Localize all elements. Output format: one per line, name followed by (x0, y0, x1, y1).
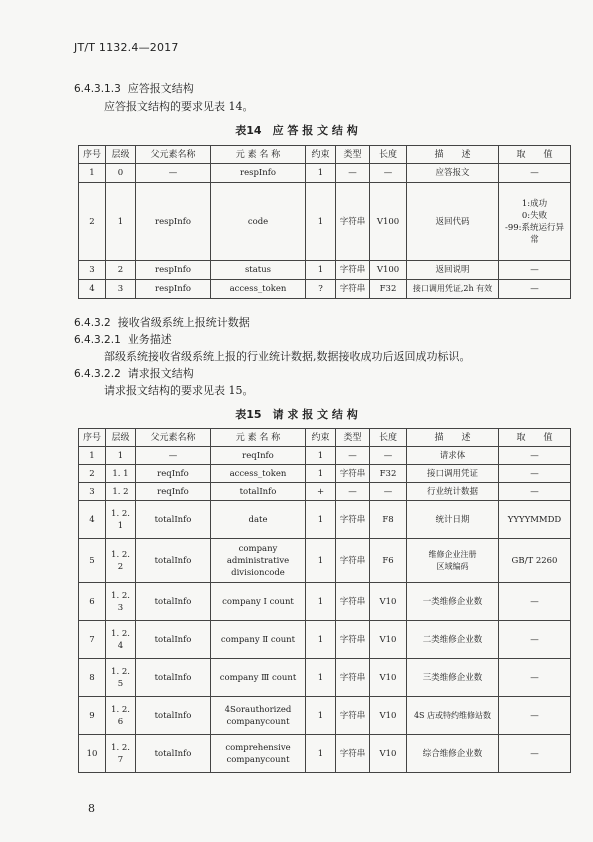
cell-description: 一类维修企业数 (407, 583, 499, 621)
standard-header: JT/T 1132.4—2017 (74, 41, 179, 54)
table-row (79, 447, 571, 465)
section-number: 6.4.3.2 (74, 317, 111, 329)
cell-seq: 2 (79, 465, 106, 483)
cell-length: V10 (370, 735, 407, 773)
section-number: 6.4.3.1.3 (74, 83, 121, 95)
cell-seq: 9 (79, 697, 106, 735)
cell-level: 2 (106, 261, 136, 280)
col-header-length: 长度 (370, 146, 407, 164)
cell-type: 字符串 (336, 501, 370, 539)
cell-value: — (499, 583, 571, 621)
cell-element: 4Sorauthorized companycount (211, 697, 306, 735)
cell-element: company Ⅲ count (211, 659, 306, 697)
cell-length: V100 (370, 261, 407, 280)
table-row (79, 164, 571, 183)
cell-description: 应答报文 (407, 164, 499, 183)
cell-length: — (370, 164, 407, 183)
page-number: 8 (88, 802, 95, 815)
cell-parent: totalInfo (136, 621, 211, 659)
cell-value: 1:成功 0:失败 -99:系统运行异常 (499, 183, 571, 261)
cell-type: 字符串 (336, 735, 370, 773)
cell-level: 1. 2. 2 (106, 539, 136, 583)
section-6-4-3-2 (74, 314, 250, 330)
cell-value: — (499, 164, 571, 183)
cell-parent: respInfo (136, 183, 211, 261)
col-header-seq: 序号 (79, 146, 106, 164)
cell-seq: 1 (79, 164, 106, 183)
cell-element: comprehensive companycount (211, 735, 306, 773)
cell-description: 统计日期 (407, 501, 499, 539)
cell-length: V10 (370, 697, 407, 735)
cell-parent: reqInfo (136, 483, 211, 501)
table-row (79, 261, 571, 280)
cell-element: respInfo (211, 164, 306, 183)
cell-seq: 6 (79, 583, 106, 621)
cell-description: 接口调用凭证 (407, 465, 499, 483)
cell-value: — (499, 447, 571, 465)
table-row (79, 659, 571, 697)
cell-element: totalInfo (211, 483, 306, 501)
cell-value: — (499, 621, 571, 659)
section-title: 应答报文结构 (127, 82, 194, 95)
table-row (79, 697, 571, 735)
table-row (79, 183, 571, 261)
cell-element: company administrative divisioncode (211, 539, 306, 583)
cell-parent: reqInfo (136, 465, 211, 483)
col-header-element: 元 素 名 称 (211, 146, 306, 164)
cell-value: — (499, 735, 571, 773)
section-6-4-3-2-1 (74, 331, 172, 347)
cell-constraint: 1 (306, 659, 336, 697)
cell-parent: — (136, 447, 211, 465)
col-header-description: 描 述 (407, 146, 499, 164)
cell-type: 字符串 (336, 659, 370, 697)
table14-caption: 表14 应 答 报 文 结 构 (235, 124, 358, 137)
cell-seq: 4 (79, 501, 106, 539)
cell-length: V10 (370, 583, 407, 621)
cell-length: V10 (370, 659, 407, 697)
cell-seq: 5 (79, 539, 106, 583)
cell-type: 字符串 (336, 261, 370, 280)
cell-level: 1 (106, 183, 136, 261)
cell-type: 字符串 (336, 465, 370, 483)
cell-description: 行业统计数据 (407, 483, 499, 501)
cell-level: 1. 2. 1 (106, 501, 136, 539)
cell-element: reqInfo (211, 447, 306, 465)
cell-element: company Ⅱ count (211, 621, 306, 659)
cell-parent: — (136, 164, 211, 183)
cell-element: code (211, 183, 306, 261)
cell-parent: totalInfo (136, 659, 211, 697)
cell-constraint: 1 (306, 501, 336, 539)
cell-description: 三类维修企业数 (407, 659, 499, 697)
table15-header-row (79, 429, 571, 447)
cell-description: 维修企业注册 区域编码 (407, 539, 499, 583)
cell-parent: respInfo (136, 280, 211, 299)
table-row (79, 539, 571, 583)
cell-description: 请求体 (407, 447, 499, 465)
col-header-value: 取 值 (499, 146, 571, 164)
cell-constraint: + (306, 483, 336, 501)
table-row (79, 621, 571, 659)
section-6-4-3-1-3 (74, 80, 194, 96)
col-header-seq: 序号 (79, 429, 106, 447)
cell-type: — (336, 164, 370, 183)
cell-level: 1. 1 (106, 465, 136, 483)
cell-description: 综合维修企业数 (407, 735, 499, 773)
section-number: 6.4.3.2.2 (74, 368, 121, 380)
cell-value: YYYYMMDD (499, 501, 571, 539)
cell-description: 二类维修企业数 (407, 621, 499, 659)
cell-length: F32 (370, 280, 407, 299)
cell-seq: 7 (79, 621, 106, 659)
col-header-parent: 父元素名称 (136, 146, 211, 164)
cell-parent: respInfo (136, 261, 211, 280)
col-header-description: 描 述 (407, 429, 499, 447)
cell-element: access_token (211, 465, 306, 483)
cell-type: 字符串 (336, 621, 370, 659)
paragraph-business-description: 部级系统接收省级系统上报的行业统计数据,数据接收成功后返回成功标识。 (104, 350, 471, 363)
table15-caption: 表15 请 求 报 文 结 构 (235, 408, 358, 421)
cell-constraint: 1 (306, 183, 336, 261)
cell-length: V100 (370, 183, 407, 261)
table14-header-row (79, 146, 571, 164)
table-row (79, 583, 571, 621)
cell-level: 0 (106, 164, 136, 183)
cell-element: status (211, 261, 306, 280)
cell-description: 返回代码 (407, 183, 499, 261)
cell-level: 1 (106, 447, 136, 465)
cell-type: — (336, 483, 370, 501)
section-number: 6.4.3.2.1 (74, 334, 121, 346)
cell-type: 字符串 (336, 183, 370, 261)
col-header-parent: 父元素名称 (136, 429, 211, 447)
cell-seq: 10 (79, 735, 106, 773)
col-header-level: 层级 (106, 429, 136, 447)
cell-value: — (499, 261, 571, 280)
cell-type: 字符串 (336, 539, 370, 583)
cell-constraint: 1 (306, 164, 336, 183)
col-header-value: 取 值 (499, 429, 571, 447)
cell-type: 字符串 (336, 583, 370, 621)
table15 (78, 428, 571, 773)
cell-description: 4S 店或特约维修站数 (407, 697, 499, 735)
cell-parent: totalInfo (136, 501, 211, 539)
cell-level: 1. 2. 3 (106, 583, 136, 621)
col-header-length: 长度 (370, 429, 407, 447)
table-row (79, 465, 571, 483)
section-title: 接收省级系统上报统计数据 (117, 316, 250, 329)
section-6-4-3-2-2 (74, 365, 194, 381)
cell-length: — (370, 483, 407, 501)
cell-value: GB/T 2260 (499, 539, 571, 583)
cell-level: 1. 2. 5 (106, 659, 136, 697)
table-row (79, 501, 571, 539)
col-header-level: 层级 (106, 146, 136, 164)
section-title: 请求报文结构 (127, 367, 194, 380)
cell-parent: totalInfo (136, 735, 211, 773)
cell-level: 1. 2. 7 (106, 735, 136, 773)
col-header-type: 类型 (336, 429, 370, 447)
cell-seq: 8 (79, 659, 106, 697)
cell-constraint: 1 (306, 447, 336, 465)
cell-constraint: 1 (306, 697, 336, 735)
cell-length: — (370, 447, 407, 465)
cell-type: 字符串 (336, 697, 370, 735)
cell-seq: 4 (79, 280, 106, 299)
table14 (78, 145, 571, 299)
paragraph-table15-ref: 请求报文结构的要求见表 15。 (104, 384, 254, 397)
cell-element: company Ⅰ count (211, 583, 306, 621)
cell-constraint: 1 (306, 261, 336, 280)
cell-type: — (336, 447, 370, 465)
table-row (79, 483, 571, 501)
table-row (79, 735, 571, 773)
cell-constraint: ? (306, 280, 336, 299)
cell-parent: totalInfo (136, 539, 211, 583)
cell-level: 1. 2. 4 (106, 621, 136, 659)
cell-level: 3 (106, 280, 136, 299)
cell-constraint: 1 (306, 621, 336, 659)
cell-parent: totalInfo (136, 697, 211, 735)
cell-description: 接口调用凭证,2h 有效 (407, 280, 499, 299)
col-header-constraint: 约束 (306, 146, 336, 164)
cell-constraint: 1 (306, 465, 336, 483)
cell-value: — (499, 659, 571, 697)
cell-length: F6 (370, 539, 407, 583)
col-header-type: 类型 (336, 146, 370, 164)
cell-length: F32 (370, 465, 407, 483)
col-header-element: 元 素 名 称 (211, 429, 306, 447)
cell-parent: totalInfo (136, 583, 211, 621)
cell-value: — (499, 280, 571, 299)
cell-seq: 1 (79, 447, 106, 465)
cell-constraint: 1 (306, 583, 336, 621)
cell-value: — (499, 697, 571, 735)
cell-length: V10 (370, 621, 407, 659)
table-row (79, 280, 571, 299)
cell-seq: 3 (79, 261, 106, 280)
cell-seq: 2 (79, 183, 106, 261)
cell-constraint: 1 (306, 735, 336, 773)
cell-type: 字符串 (336, 280, 370, 299)
section-title: 业务描述 (127, 333, 172, 346)
cell-element: access_token (211, 280, 306, 299)
cell-seq: 3 (79, 483, 106, 501)
cell-element: date (211, 501, 306, 539)
cell-length: F8 (370, 501, 407, 539)
cell-value: — (499, 465, 571, 483)
cell-value: — (499, 483, 571, 501)
cell-constraint: 1 (306, 539, 336, 583)
cell-level: 1. 2. 6 (106, 697, 136, 735)
cell-level: 1. 2 (106, 483, 136, 501)
paragraph-table14-ref: 应答报文结构的要求见表 14。 (104, 100, 254, 113)
col-header-constraint: 约束 (306, 429, 336, 447)
cell-description: 返回说明 (407, 261, 499, 280)
